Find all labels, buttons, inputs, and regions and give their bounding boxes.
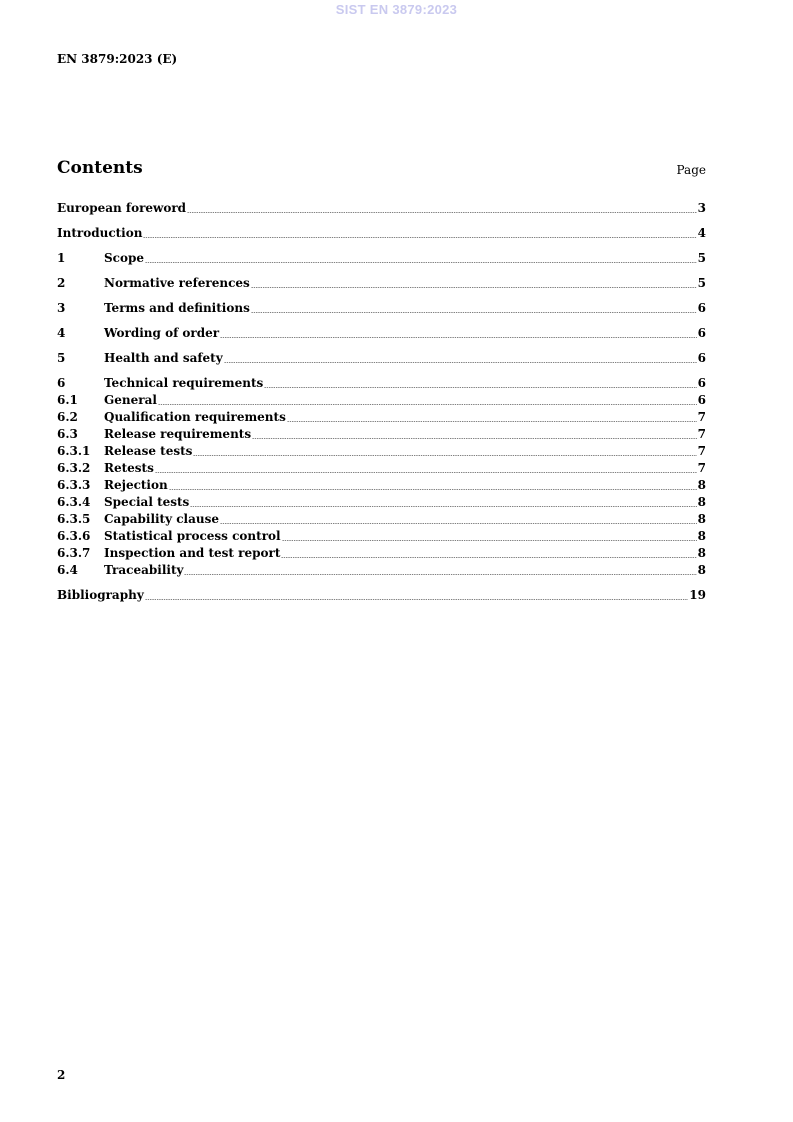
toc-leader-dots [281, 557, 696, 558]
toc-entry-title: Release tests [104, 444, 193, 458]
toc-leader-dots [251, 312, 697, 313]
toc-leader-dots [158, 404, 697, 405]
toc-entry-number: 6.3 [57, 427, 78, 441]
toc-entry-number: 3 [57, 301, 66, 315]
toc-leader-dots [224, 362, 697, 363]
toc-entry-special-tests[interactable] [57, 494, 706, 511]
toc-leader-dots [190, 506, 696, 507]
toc-entry-title: Introduction [57, 226, 143, 240]
toc-entry-page: 5 [697, 251, 706, 265]
toc-entry-release-requirements[interactable] [57, 426, 706, 443]
toc-entry-number: 5 [57, 351, 66, 365]
watermark: SIST EN 3879:2023 [335, 2, 458, 17]
toc-entry-title: Release requirements [104, 427, 252, 441]
toc-entry-number: 6.3.5 [57, 512, 91, 526]
toc-entry-page: 7 [697, 410, 706, 424]
toc-leader-dots [220, 523, 697, 524]
toc-leader-dots [169, 489, 697, 490]
toc-entry-page: 6 [697, 393, 706, 407]
toc-entry-page: 8 [697, 563, 706, 577]
toc-entry-health-and-safety[interactable] [57, 350, 706, 367]
toc-entry-page: 7 [697, 444, 706, 458]
toc-leader-dots [287, 421, 697, 422]
toc-entry-general[interactable] [57, 392, 706, 409]
toc-entry-page: 6 [697, 301, 706, 315]
toc-entry-page: 8 [697, 478, 706, 492]
toc-entry-number: 6.3.1 [57, 444, 91, 458]
toc-leader-dots [251, 287, 697, 288]
toc-entry-scope[interactable] [57, 250, 706, 267]
toc-leader-dots [155, 472, 697, 473]
footer-page-number: 2 [57, 1068, 66, 1082]
toc-entry-inspection-and-test-report[interactable] [57, 545, 706, 562]
toc-entry-number: 6.3.4 [57, 495, 91, 509]
toc-leader-dots [145, 262, 697, 263]
toc-entry-page: 6 [697, 376, 706, 390]
toc-entry-title: Inspection and test report [104, 546, 281, 560]
toc-entry-title: Health and safety [104, 351, 223, 365]
toc-entry-number: 6.3.2 [57, 461, 91, 475]
toc-entry-number: 1 [57, 251, 66, 265]
toc-entry-number: 6.3.3 [57, 478, 91, 492]
toc-entry-title: Bibliography [57, 588, 144, 602]
toc-entry-title: Traceability [104, 563, 184, 577]
toc-entry-number: 6.4 [57, 563, 78, 577]
toc-entry-page: 8 [697, 495, 706, 509]
toc-entry-european-foreword[interactable] [57, 200, 706, 217]
document-id: EN 3879:2023 (E) [57, 52, 178, 66]
toc-leader-dots [145, 599, 689, 600]
toc-entry-number: 4 [57, 326, 66, 340]
toc-entry-page: 4 [697, 226, 706, 240]
toc-entry-page: 6 [697, 351, 706, 365]
toc-entry-page: 7 [697, 427, 706, 441]
toc-entry-capability-clause[interactable] [57, 511, 706, 528]
toc-entry-page: 5 [697, 276, 706, 290]
toc-entry-statistical-process-control[interactable] [57, 528, 706, 545]
toc-entry-normative-references[interactable] [57, 275, 706, 292]
toc-entry-title: General [104, 393, 157, 407]
toc-entry-title: Special tests [104, 495, 190, 509]
toc-entry-title: Scope [104, 251, 145, 265]
toc-entry-terms-and-definitions[interactable] [57, 300, 706, 317]
toc-entry-title: Terms and definitions [104, 301, 250, 315]
toc-entry-title: Statistical process control [104, 529, 281, 543]
toc-entry-number: 2 [57, 276, 66, 290]
toc-entry-number: 6.1 [57, 393, 78, 407]
toc-leader-dots [252, 438, 697, 439]
toc-entry-page: 3 [697, 201, 706, 215]
contents-title: Contents [57, 158, 143, 178]
toc-entry-number: 6 [57, 376, 66, 390]
toc-leader-dots [220, 337, 697, 338]
toc-leader-dots [264, 387, 696, 388]
toc-entry-title: Capability clause [104, 512, 220, 526]
toc-entry-traceability[interactable] [57, 562, 706, 579]
toc-entry-title: Retests [104, 461, 154, 475]
toc-entry-retests[interactable] [57, 460, 706, 477]
toc-entry-page: 8 [697, 546, 706, 560]
table-of-contents [57, 200, 706, 604]
toc-entry-title: Wording of order [104, 326, 220, 340]
toc-entry-title: European foreword [57, 201, 187, 215]
toc-entry-page: 7 [697, 461, 706, 475]
toc-entry-page: 6 [697, 326, 706, 340]
toc-entry-rejection[interactable] [57, 477, 706, 494]
toc-leader-dots [187, 212, 697, 213]
toc-leader-dots [282, 540, 697, 541]
toc-entry-number: 6.3.6 [57, 529, 91, 543]
toc-entry-title: Normative references [104, 276, 250, 290]
toc-entry-page: 8 [697, 529, 706, 543]
toc-leader-dots [184, 574, 696, 575]
toc-entry-number: 6.2 [57, 410, 78, 424]
toc-entry-title: Rejection [104, 478, 168, 492]
toc-entry-introduction[interactable] [57, 225, 706, 242]
toc-leader-dots [193, 455, 696, 456]
toc-entry-page: 8 [697, 512, 706, 526]
toc-entry-qualification-requirements[interactable] [57, 409, 706, 426]
toc-entry-technical-requirements[interactable] [57, 375, 706, 392]
toc-entry-page: 19 [689, 588, 706, 602]
toc-entry-number: 6.3.7 [57, 546, 91, 560]
page-column-label: Page [676, 163, 706, 177]
toc-leader-dots [143, 237, 696, 238]
toc-entry-release-tests[interactable] [57, 443, 706, 460]
toc-entry-wording-of-order[interactable] [57, 325, 706, 342]
toc-entry-bibliography[interactable] [57, 587, 706, 604]
toc-entry-title: Technical requirements [104, 376, 264, 390]
toc-entry-title: Qualification requirements [104, 410, 286, 424]
